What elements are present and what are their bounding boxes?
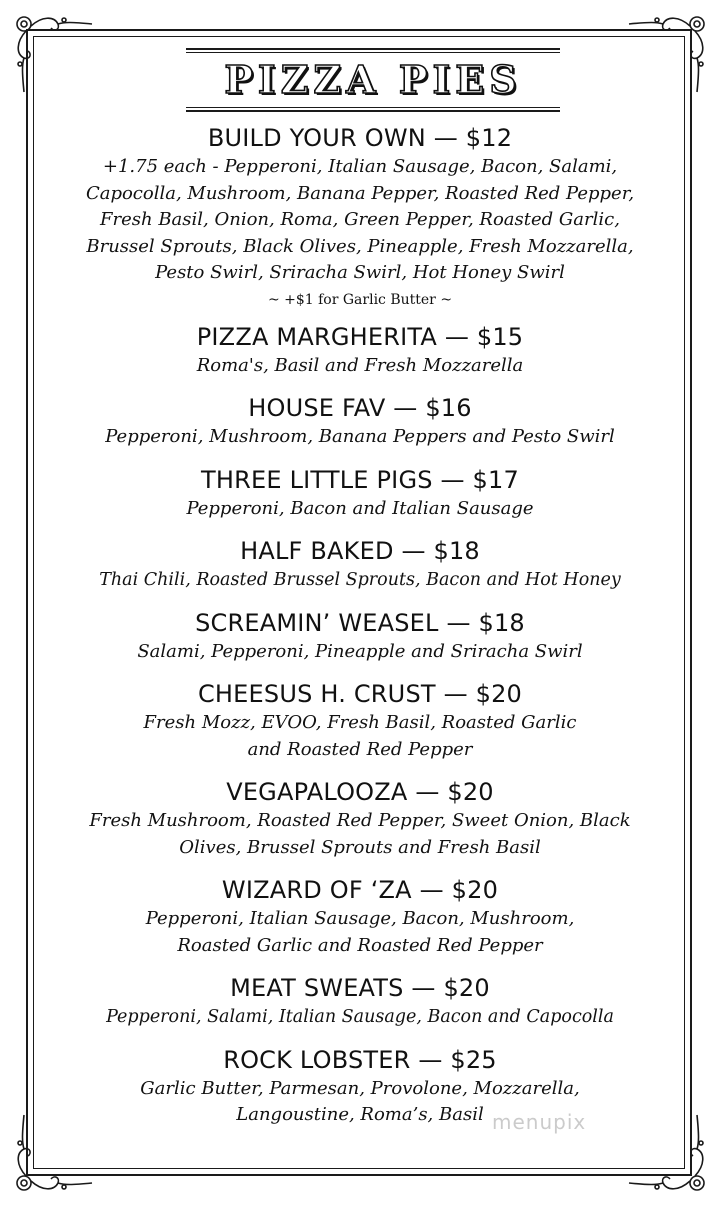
corner-flourish-icon (627, 2, 719, 94)
menu-item (60, 122, 660, 313)
item-description: Thai Chili, Roasted Brussel Sprouts, Bacon and Hot Honey (99, 570, 621, 590)
item-name: ROCK LOBSTER — $25 (223, 1045, 497, 1074)
item-name: MEAT SWEATS — $20 (230, 974, 490, 1002)
menu-item (60, 874, 660, 959)
menu-item (60, 607, 660, 666)
corner-flourish-icon (2, 2, 94, 94)
page-title: PIZZA PIES (224, 57, 522, 102)
menu-item (60, 392, 660, 451)
menu-item (60, 464, 660, 523)
item-note: ~ +$1 for Garlic Butter ~ (267, 291, 453, 308)
item-description: Fresh Mozz, EVOO, Fresh Basil, Roasted Garlic and Roasted Red Pepper (143, 712, 577, 760)
menu-item (60, 535, 660, 594)
menu-item (60, 972, 660, 1031)
title-rule (186, 107, 560, 108)
title-rule (186, 48, 560, 50)
title-banner (186, 48, 560, 112)
item-description: Fresh Mushroom, Roasted Red Pepper, Sweet Onion, Black Olives, Brussel Sprouts and Fresh Basil (89, 810, 631, 858)
item-description: Garlic Butter, Parmesan, Provolone, Mozzarella, Langoustine, Roma’s, Basil (140, 1077, 580, 1125)
title-rule (186, 52, 560, 53)
item-name: THREE LITTLE PIGS — $17 (201, 465, 519, 494)
item-description: Pepperoni, Italian Sausage, Bacon, Mushroom, Roasted Garlic and Roasted Red Pepper (145, 908, 575, 956)
title-rule (186, 110, 560, 112)
item-description: +1.75 each - Pepperoni, Italian Sausage, Bacon, Salami, Capocolla, Mushroom, Banana Pepper, Roasted Red Pepper, Fresh Basil, Onion, Roma, Green Pepper, Roasted Garlic, Brussel Sprouts, Black Olives, Pineapple, Fresh Mozzarella, Pesto Swirl, Sriracha Swirl, Hot Honey Swirl (85, 156, 635, 283)
item-name: VEGAPALOOZA — $20 (226, 778, 494, 806)
item-name: WIZARD OF ‘ZA — $20 (221, 876, 499, 904)
item-name: BUILD YOUR OWN — $12 (207, 124, 513, 152)
menu-item (60, 776, 660, 861)
item-description: Pepperoni, Bacon and Italian Sausage (186, 497, 534, 519)
item-description: Pepperoni, Mushroom, Banana Peppers and Pesto Swirl (105, 426, 615, 447)
item-name: HOUSE FAV — $16 (248, 394, 472, 422)
item-name: HALF BAKED — $18 (240, 537, 480, 565)
item-name: SCREAMIN’ WEASEL — $18 (195, 608, 525, 637)
item-description: Salami, Pepperoni, Pineapple and Sriracha Swirl (137, 640, 583, 662)
item-description: Pepperoni, Salami, Italian Sausage, Bacon and Capocolla (106, 1007, 614, 1027)
item-name: PIZZA MARGHERITA — $15 (196, 322, 524, 351)
item-name: CHEESUS H. CRUST — $20 (197, 680, 523, 708)
menu-item (60, 321, 660, 380)
item-description: Roma's, Basil and Fresh Mozzarella (196, 354, 524, 376)
menu-list (60, 122, 660, 1129)
menu-item (60, 678, 660, 763)
watermark: menupix (492, 1110, 587, 1134)
